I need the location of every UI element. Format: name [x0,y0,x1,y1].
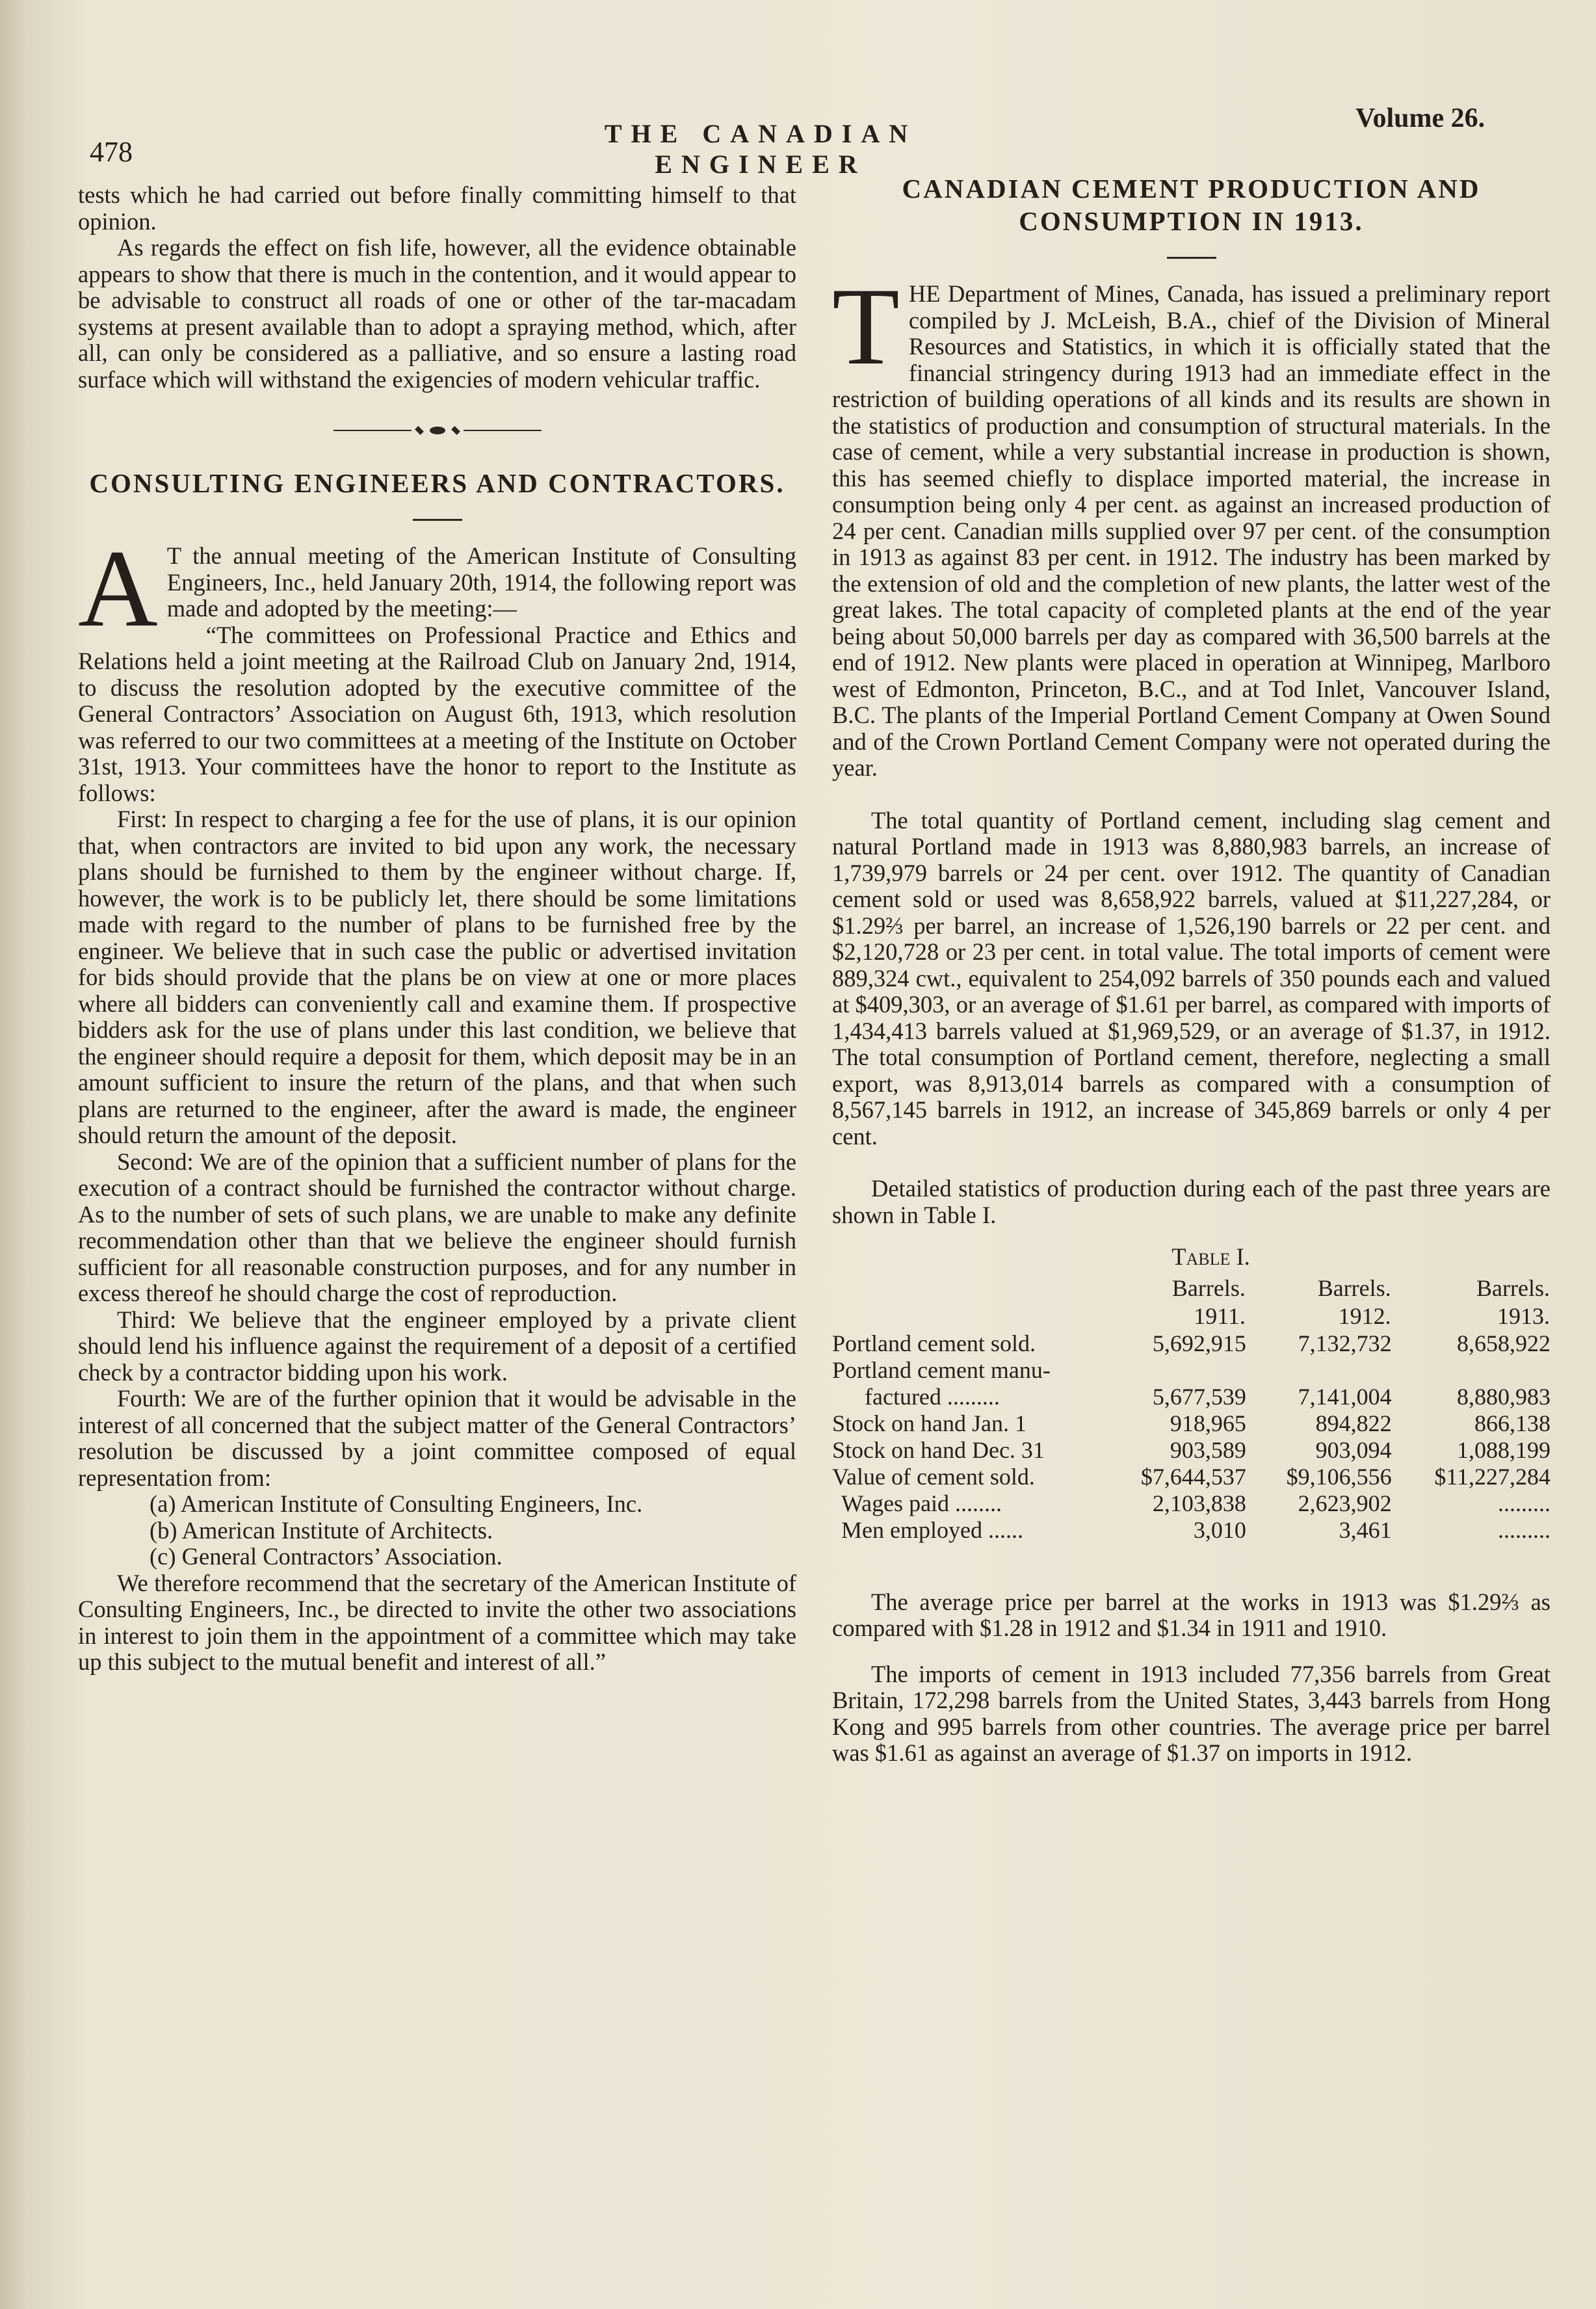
paragraph-gap [832,1544,1550,1589]
table-year-cell: 1912. [1338,1302,1391,1329]
paragraph: Detailed statistics of production during each of the past three years are shown in Table I. [832,1175,1550,1228]
paragraph: Second: We are of the opinion that a sufficient number of plans for the execution of a contract should be furnished the contractor without charge. As to the number of sets of such plans, we are unable to make any definite recommendation other than that we believe the engineer should furnish sufficient for all reasonable construction purposes, and for any number in excess thereof he should charge the cost of reproduction. [78,1148,796,1306]
table-cell: 866,138 [1474,1410,1550,1436]
list-item: (c) General Contractors’ Association. [150,1543,503,1570]
title-rule [1167,257,1216,259]
cement-statistics-table [832,1274,1550,1544]
paragraph-gap [832,782,1550,808]
table-cell [1246,1357,1392,1384]
table-row [832,1464,1550,1490]
row-label: Stock on hand Dec. 31 [832,1436,1045,1463]
table-cell: 5,677,539 [1152,1383,1246,1410]
intro-text: HE Department of Mines, Canada, has issued a preliminary report compiled by J. McLeish, B.A., chief of the Division of Mineral Resources and Statistics, in which it is officially stated that the financial stringency during 1913 had an immediate effect in the restriction of building operations of all kinds and its results are shown in the statistics of production and consumption of structural materials. In the case of cement, while a very substantial increase in production is shown, this has seemed chiefly to displace imported material, the increase in consumption being only 4 per cent. as against an increased production of 24 per cent. Canadian mills supplied over 97 per cent. of the consumption in 1913 as against 83 per cent. in 1912. The industry has been marked by the extension of old and the completion of new plants, the latter west of the great lakes. The total capacity of completed plants at the end of the year being about 50,000 barrels per day as compared with 36,500 barrels at the end of 1912. New plants were placed in operation at Winnipeg, Marlboro west of Edmonton, Princeton, B.C., and at Tod Inlet, Vancouver Island, B.C. The plants of the Imperial Portland Cement Company at Owen Sound and of the Crown Portland Cement Company were not operated during the year. [832,280,1550,781]
section-title: CONSULTING ENGINEERS AND CONTRACTORS. [89,468,785,498]
table-cell [1101,1357,1246,1384]
paragraph: First: In respect to charging a fee for the use of plans, it is our opinion that, when contractors are invited to bid upon any work, the necessary plans should be furnished to them by the engineer without charge. If, however, the work is to be publicly let, there should be some limitations made with regard to the number of plans to be furnished free by the engineer. We believe that in such case the public or advertised invitation for bids should provide that the plans be on view at one or more places where all bidders can conveniently call and examine them. If prospective bidders ask for the use of plans under this last condition, we believe that the engineer should require a deposit for them, which deposit may be in an amount sufficient to insure the return of the plans, and that when such plans are returned to the engineer, after the award is made, the engineer should return the amount of the deposit. [78,806,796,1148]
section-divider-ornament [78,427,796,434]
row-label: Portland cement sold. [832,1330,1036,1356]
row-label: Portland cement manu- [832,1356,1051,1383]
row-label: Value of cement sold. [832,1463,1035,1490]
page-number: 478 [90,136,133,168]
row-label: Men employed ...... [841,1516,1023,1543]
table-row [832,1357,1550,1384]
paragraph: tests which he had carried out before finally committing himself to that opinion. [78,181,796,235]
list-item: (b) American Institute of Architects. [150,1516,493,1544]
table-cell: 7,132,732 [1298,1330,1392,1356]
row-label: Wages paid ........ [841,1490,1002,1516]
divider-oval [430,427,445,434]
drop-cap: A [78,527,158,650]
table-row [832,1437,1550,1464]
table-cell: $9,106,556 [1286,1463,1392,1490]
table-year-cell: 1913. [1497,1302,1550,1329]
paragraph: “The committees on Professional Practice and Ethics and Relations held a joint meeting at the Railroad Club on January 2nd, 1914, to discuss the resolution adopted by the executive committee of the General Contractors’ Association on August 6th, 1913, which resolution was referred to our two committees at a meeting of the Institute on October 31st, 1913. Your committees have the honor to report to the Institute as follows: [78,621,796,806]
table-cell: ......... [1498,1516,1550,1543]
running-title: THE CANADIAN ENGINEER [604,119,917,179]
paragraph: The total quantity of Portland cement, including slag cement and natural Portland made in 1913 was 8,880,983 barrels, an increase of 1,739,979 barrels or 24 per cent. over 1912. The quantity of Canadian cement sold or used was 8,658,922 barrels, valued at $11,227,284, or $1.29⅔ per barrel, an increase of 1,526,190 barrels or 22 per cent. and $2,120,728 or 23 per cent. in total value. The total imports of cement were 889,324 cwt., equivalent to 254,092 barrels of 350 pounds each and valued at $409,303, or an average of $1.61 per barrel, as compared with imports of 1,434,413 barrels valued at $1,969,529, or an average of $1.37, in 1912. The total consumption of Portland cement, therefore, neglecting a small export, was 8,913,014 barrels as compared with a consumption of 8,567,145 barrels in 1912, an increase of 345,869 barrels or only 4 per cent. [832,806,1550,1150]
table-cell: ......... [1498,1490,1550,1516]
row-label: Stock on hand Jan. 1 [832,1410,1027,1436]
table-header-cell: Barrels. [1171,1274,1246,1301]
table-cell: 8,880,983 [1457,1383,1550,1410]
table-cell: 2,623,902 [1298,1490,1392,1516]
paragraph: The average price per barrel at the works in 1913 was $1.29⅔ as compared with $1.28 in 1912 and $1.34 in 1911 and 1910. [832,1588,1550,1641]
table-cell: 918,965 [1170,1410,1246,1436]
divider-line [334,430,412,431]
paragraph: Third: We believe that the engineer employed by a private client should lend his influence against the requirement of a deposit of a certified check by a contractor bidding upon his work. [78,1306,796,1386]
table-cell: $7,644,537 [1140,1463,1246,1490]
table-cell: 894,822 [1315,1410,1392,1436]
drop-cap: T [832,265,900,388]
paragraph: We therefore recommend that the secretary of the American Institute of Consulting Engineers, Inc., be directed to invite the other two associations in interest to join them in the appointment of a committee which may take up this subject to the mutual benefit and interest of all.” [78,1569,796,1675]
table-header-blank [832,1302,1101,1330]
paragraph-gap [832,1642,1550,1661]
table-cell: 1,088,199 [1457,1436,1550,1463]
table-year-row [832,1302,1550,1330]
volume-label: Volume 26. [1355,103,1485,133]
divider-diamond [415,426,424,435]
intro-paragraph [832,265,1550,782]
table-cell: $11,227,284 [1434,1463,1550,1490]
table-cell: 903,589 [1170,1436,1246,1463]
divider-line [464,430,542,431]
table-cell: 2,103,838 [1152,1490,1246,1516]
table-header-row [832,1274,1550,1302]
table-wrapper [832,1244,1550,1544]
paragraph-gap [832,1150,1550,1176]
table-row [832,1517,1550,1544]
table-row [832,1410,1550,1437]
right-column [832,172,1550,1767]
intro-text: T the annual meeting of the American Institute of Consulting Engineers, Inc., held January 20th, 1914, the following report was made and adopted by the meeting:— [166,542,796,622]
table-cell: 903,094 [1315,1436,1392,1463]
list-item: (a) American Institute of Consulting Engineers, Inc. [150,1490,643,1517]
paragraph: Fourth: We are of the further opinion that it would be advisable in the interest of all concerned that the subject matter of the General Contractors’ resolution be discussed by a joint committee composed of equal representation from: [78,1385,796,1491]
paragraph: As regards the effect on fish life, however, all the evidence obtainable appears to show that there is much in the contention, and it would appear to be advisable to construct all roads of one or other of the tar-macadam systems at present available than to adopt a spraying method, which, after all, can only be considered as a palliative, and so ensure a lasting road surface which will withstand the exigencies of modern vehicular traffic. [78,234,796,393]
table-cell: 3,461 [1339,1516,1392,1543]
intro-paragraph [78,527,796,650]
table-header-cell: Barrels. [1317,1274,1391,1301]
table-cell [1392,1357,1550,1384]
row-label: factured ......... [865,1383,1000,1410]
table-header-blank [832,1274,1101,1302]
table-cell: 3,010 [1193,1516,1246,1543]
table-row [832,1490,1550,1517]
table-cell: 5,692,915 [1152,1330,1246,1356]
divider-diamond [451,426,460,435]
title-rule [413,519,462,521]
table-row [832,1330,1550,1357]
table-row [832,1384,1550,1410]
table-cell: 7,141,004 [1298,1383,1392,1410]
section-title: CANADIAN CEMENT PRODUCTION AND CONSUMPTION IN 1913. [902,174,1481,236]
paragraph: The imports of cement in 1913 included 77,356 barrels from Great Britain, 172,298 barrels from the United States, 3,443 barrels from Hong Kong and 995 barrels from other countries. The average price per barrel was $1.61 as against an average of $1.37 on imports in 1912. [832,1660,1550,1766]
table-year-cell: 1911. [1194,1302,1246,1329]
table-cell: 8,658,922 [1457,1330,1550,1356]
table-caption: Table I. [1171,1243,1250,1270]
left-column [78,182,796,1676]
table-header-cell: Barrels. [1476,1274,1550,1301]
